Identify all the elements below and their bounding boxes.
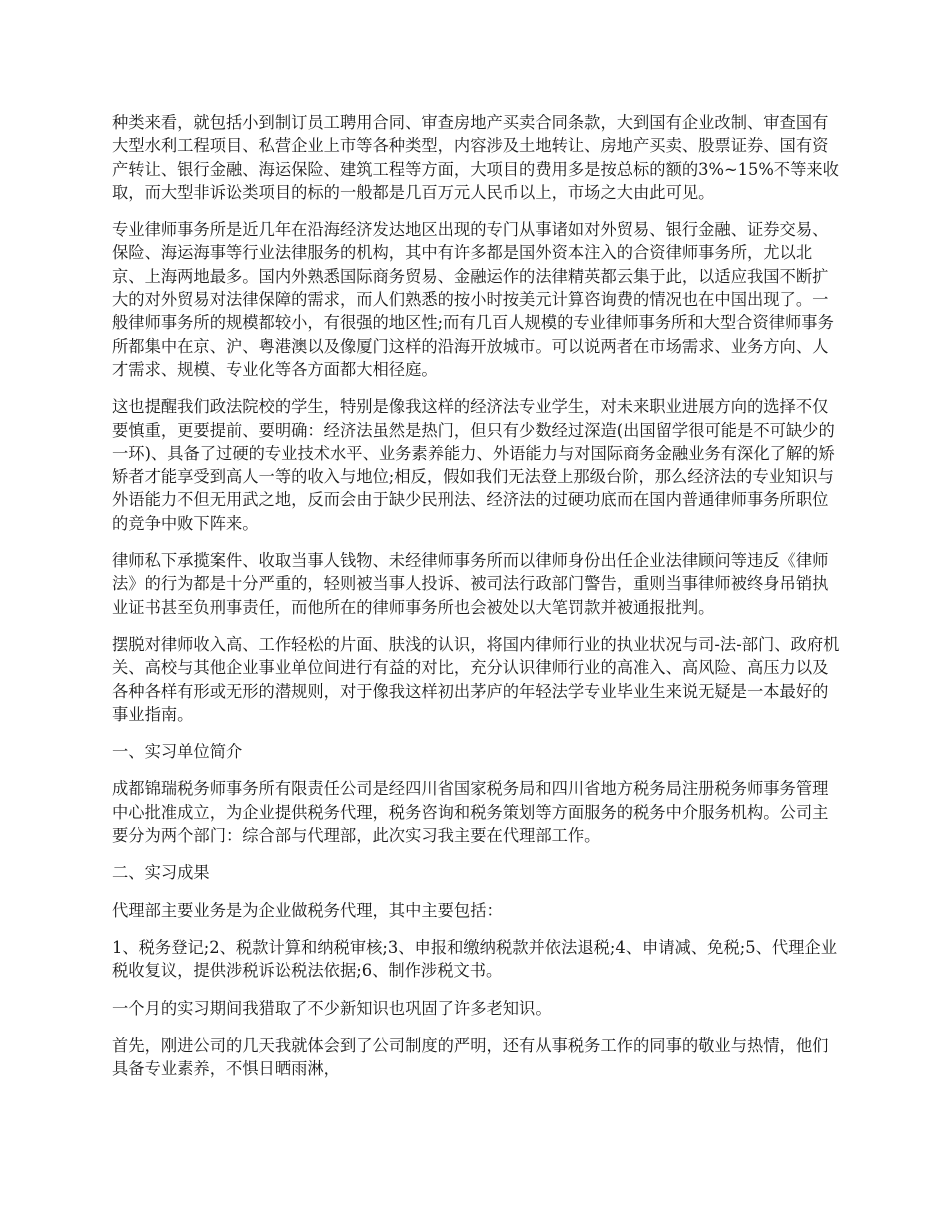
section-heading-2: 二、实习成果 [112,863,210,883]
paragraph-9: 一个月的实习期间我猎取了不少新知识也巩固了许多老知识。 [112,998,552,1018]
paragraph-7: 代理部主要业务是为企业做税务代理，其中主要包括： [112,900,503,920]
paragraph-3: 这也提醒我们政法院校的学生，特别是像我这样的经济法专业学生，对未来职业进展方向的选择不仅要慎重，更要提前、要明确：经济法虽然是热门，但只有少数经过深造(出国留学很可能是不可缺少的一环)、具备了过硬的专业技术水平、业务素养能力、外语能力与对国际商务金融业务有深化了解的矫矫者才能享受到高人一等的收入与地位;相反，假如我们无法登上那级台阶，那么经济法的专业知识与外语能力不但无用武之地，反而会由于缺少民刑法、经济法的过硬功底而在国内普通律师事务所职位的竞争中败下阵来。 [112,397,835,533]
paragraph-4: 律师私下承揽案件、收取当事人钱物、未经律师事务所而以律师身份出任企业法律顾问等违反《律师法》的行为都是十分严重的，轻则被当事人投诉、被司法行政部门警告，重则当事律师被终身吊销执业证书甚至负刑事责任，而他所在的律师事务所也会被处以大笔罚款并被通报批判。 [112,551,829,617]
paragraph-6: 成都锦瑞税务师事务所有限责任公司是经四川省国家税务局和四川省地方税务局注册税务师事务管理中心批准成立，为企业提供税务代理，税务咨询和税务策划等方面服务的税务中介服务机构。公司主要分为两个部门：综合部与代理部，此次实习我主要在代理部工作。 [112,779,829,846]
paragraph-2: 专业律师事务所是近几年在沿海经济发达地区出现的专门从事诸如对外贸易、银行金融、证券交易、保险、海运海事等行业法律服务的机构，其中有许多都是国外资本注入的合资律师事务所，尤以北京、上海两地最多。国内外熟悉国际商务贸易、金融运作的法律精英都云集于此，以适应我国不断扩大的对外贸易对法律保障的需求，而人们熟悉的按小时按美元计算咨询费的情况也在中国出现了。一般律师事务所的规模都较小，有很强的地区性;而有几百人规模的专业律师事务所和大型合资律师事务所都集中在京、沪、粤港澳以及像厦门这样的沿海开放城市。可以说两者在市场需求、业务方向、人才需求、规模、专业化等各方面都大相径庭。 [112,220,834,379]
document-body [112,111,844,1094]
paragraph-8: 1、税务登记;2、税款计算和纳税审核;3、申报和缴纳税款并依法退税;4、申请减、免税;5、代理企业税收复议，提供涉税诉讼税法依据;6、制作涉税文书。 [112,937,837,981]
paragraph-1: 种类来看，就包括小到制订员工聘用合同、审查房地产买卖合同条款，大到国有企业改制、审查国有大型水利工程项目、私营企业上市等各种类型，内容涉及土地转让、房地产买卖、股票证券、国有资产转让、银行金融、海运保险、建筑工程等方面，大项目的费用多是按总标的额的3%~15%不等来收取，而大型非诉讼类项目的标的一般都是几百万元人民币以上，市场之大由此可见。 [112,113,839,202]
paragraph-10: 首先，刚进公司的几天我就体会到了公司制度的严明，还有从事税务工作的同事的敬业与热情，他们具备专业素养，不惧日晒雨淋， [112,1035,829,1079]
section-heading-1: 一、实习单位简介 [112,742,243,762]
paragraph-5: 摆脱对律师收入高、工作轻松的片面、肤浅的认识，将国内律师行业的执业状况与司-法-部门、政府机关、高校与其他企业事业单位间进行有益的对比，充分认识律师行业的高准入、高风险、高压力以及各种各样有形或无形的潜规则，对于像我这样初出茅庐的年轻法学专业毕业生来说无疑是一本最好的事业指南。 [112,634,840,724]
